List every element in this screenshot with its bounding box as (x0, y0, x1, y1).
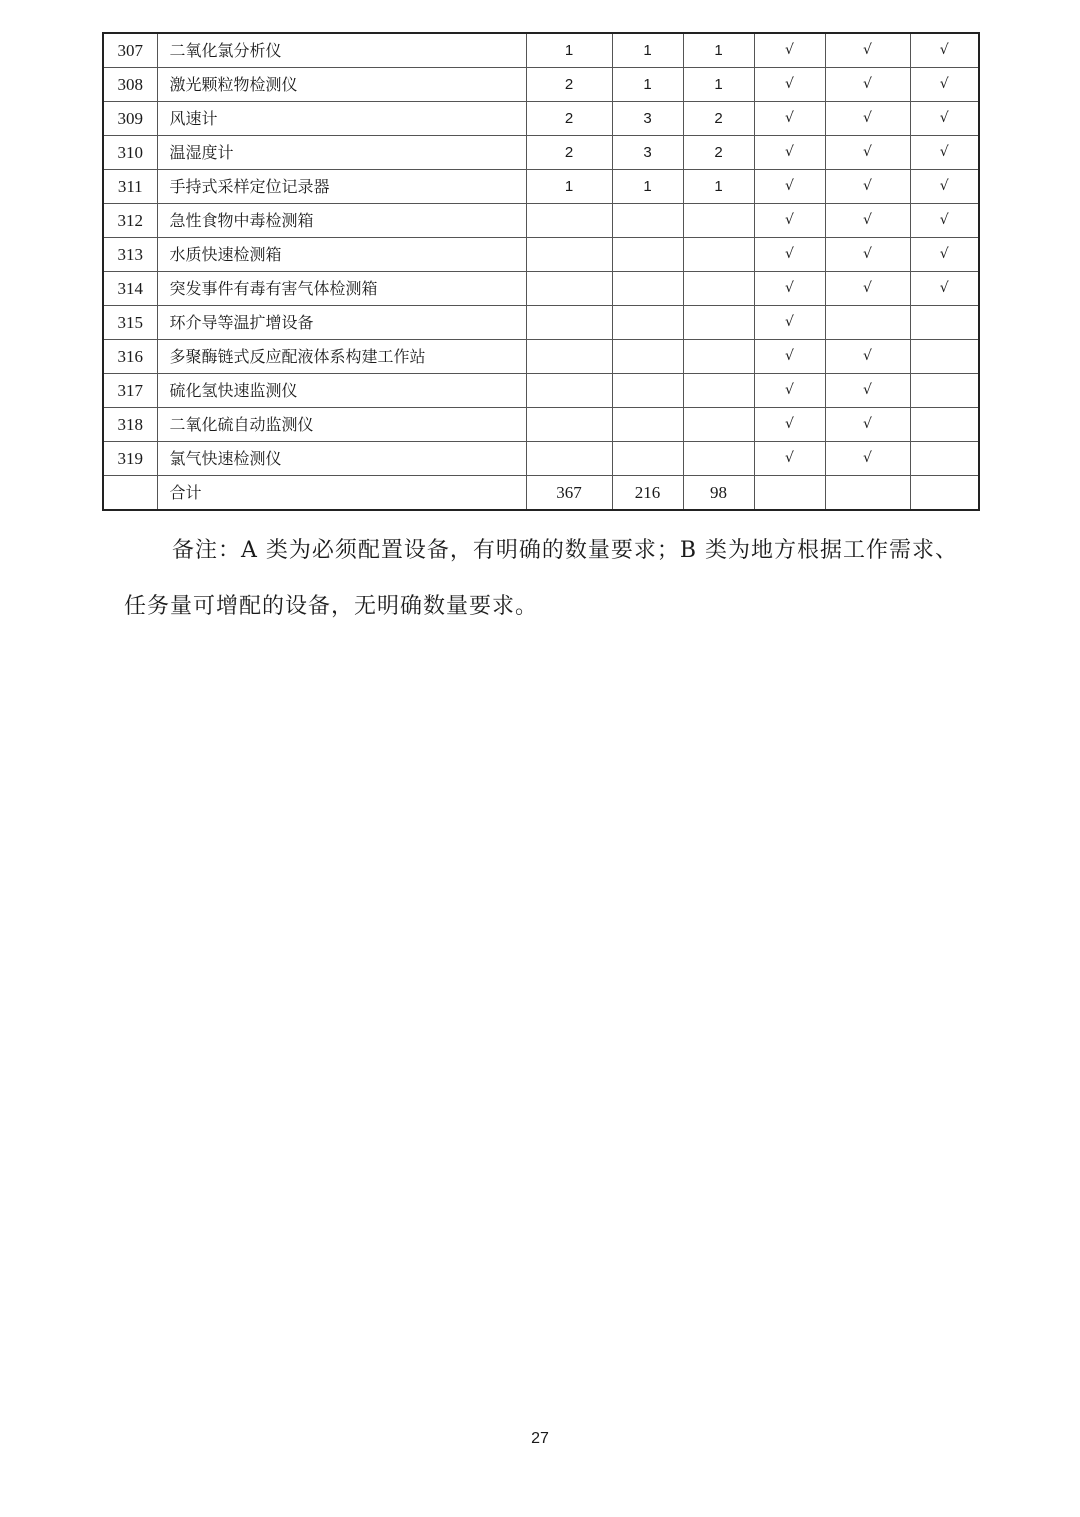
cell-number: 309 (103, 102, 157, 136)
cell-check-2: √ (825, 170, 910, 204)
cell-number: 312 (103, 204, 157, 238)
cell-quantity-3: 1 (683, 33, 754, 68)
cell-check-3 (910, 408, 979, 442)
cell-number (103, 476, 157, 511)
cell-check-2 (825, 306, 910, 340)
table-row (103, 306, 979, 340)
note-line-2: 任务量可增配的设备，无明确数量要求。 (124, 594, 539, 619)
cell-equipment-name: 突发事件有毒有害气体检测箱 (157, 272, 526, 306)
cell-equipment-name: 激光颗粒物检测仪 (157, 68, 526, 102)
cell-quantity-2: 3 (612, 136, 683, 170)
cell-quantity-1: 367 (526, 476, 612, 511)
table-row (103, 272, 979, 306)
cell-quantity-1 (526, 272, 612, 306)
table-row (103, 33, 979, 68)
cell-equipment-name: 硫化氢快速监测仪 (157, 374, 526, 408)
cell-check-1: √ (754, 102, 825, 136)
cell-quantity-3 (683, 238, 754, 272)
cell-number: 318 (103, 408, 157, 442)
cell-check-3 (910, 306, 979, 340)
cell-check-1: √ (754, 68, 825, 102)
cell-quantity-1 (526, 408, 612, 442)
cell-check-3: √ (910, 68, 979, 102)
cell-quantity-3: 1 (683, 68, 754, 102)
table-row (103, 170, 979, 204)
cell-number: 317 (103, 374, 157, 408)
cell-check-2: √ (825, 33, 910, 68)
cell-check-1: √ (754, 136, 825, 170)
cell-check-1: √ (754, 374, 825, 408)
cell-quantity-2: 1 (612, 68, 683, 102)
cell-check-2: √ (825, 68, 910, 102)
cell-check-3: √ (910, 272, 979, 306)
cell-check-2: √ (825, 272, 910, 306)
cell-equipment-name: 氯气快速检测仪 (157, 442, 526, 476)
table-row (103, 238, 979, 272)
cell-number: 310 (103, 136, 157, 170)
cell-quantity-2 (612, 272, 683, 306)
cell-equipment-name: 多聚酶链式反应配液体系构建工作站 (157, 340, 526, 374)
page-number: 27 (531, 1430, 549, 1447)
table-row (103, 102, 979, 136)
cell-number: 307 (103, 33, 157, 68)
cell-quantity-2 (612, 204, 683, 238)
cell-check-3 (910, 476, 979, 511)
cell-quantity-2 (612, 408, 683, 442)
cell-equipment-name: 合计 (157, 476, 526, 511)
cell-quantity-2: 3 (612, 102, 683, 136)
cell-check-2: √ (825, 238, 910, 272)
cell-check-2: √ (825, 442, 910, 476)
table-row (103, 374, 979, 408)
table-total-row (103, 476, 979, 511)
table-row (103, 408, 979, 442)
equipment-table (102, 32, 980, 511)
cell-check-1: √ (754, 170, 825, 204)
cell-check-3 (910, 442, 979, 476)
cell-check-1: √ (754, 204, 825, 238)
cell-quantity-1 (526, 442, 612, 476)
cell-quantity-1 (526, 204, 612, 238)
cell-quantity-3 (683, 374, 754, 408)
cell-check-1 (754, 476, 825, 511)
cell-check-2: √ (825, 340, 910, 374)
cell-quantity-1: 2 (526, 136, 612, 170)
table-row (103, 442, 979, 476)
cell-quantity-3 (683, 442, 754, 476)
cell-check-1: √ (754, 340, 825, 374)
cell-equipment-name: 手持式采样定位记录器 (157, 170, 526, 204)
cell-equipment-name: 急性食物中毒检测箱 (157, 204, 526, 238)
cell-check-2 (825, 476, 910, 511)
cell-check-3 (910, 374, 979, 408)
cell-quantity-3 (683, 408, 754, 442)
cell-check-3: √ (910, 102, 979, 136)
table-row (103, 204, 979, 238)
cell-equipment-name: 环介导等温扩增设备 (157, 306, 526, 340)
cell-check-3: √ (910, 33, 979, 68)
cell-check-1: √ (754, 272, 825, 306)
cell-quantity-2: 1 (612, 170, 683, 204)
cell-number: 319 (103, 442, 157, 476)
cell-quantity-2 (612, 238, 683, 272)
table-row (103, 68, 979, 102)
cell-quantity-2 (612, 442, 683, 476)
cell-number: 315 (103, 306, 157, 340)
cell-equipment-name: 温湿度计 (157, 136, 526, 170)
cell-check-2: √ (825, 374, 910, 408)
cell-quantity-3: 98 (683, 476, 754, 511)
cell-quantity-3: 2 (683, 136, 754, 170)
cell-quantity-2 (612, 306, 683, 340)
table-row (103, 340, 979, 374)
cell-number: 316 (103, 340, 157, 374)
cell-quantity-3: 2 (683, 102, 754, 136)
cell-check-2: √ (825, 136, 910, 170)
cell-quantity-2 (612, 374, 683, 408)
cell-quantity-1: 2 (526, 68, 612, 102)
note-line-1: 备注：A 类为必须配置设备，有明确的数量要求；B 类为地方根据工作需求、 (172, 538, 959, 563)
cell-check-3: √ (910, 170, 979, 204)
cell-number: 313 (103, 238, 157, 272)
cell-quantity-1 (526, 238, 612, 272)
cell-quantity-1 (526, 340, 612, 374)
cell-check-2: √ (825, 408, 910, 442)
cell-quantity-1: 1 (526, 33, 612, 68)
cell-equipment-name: 风速计 (157, 102, 526, 136)
cell-quantity-3 (683, 204, 754, 238)
cell-quantity-2: 216 (612, 476, 683, 511)
cell-number: 311 (103, 170, 157, 204)
cell-quantity-3 (683, 306, 754, 340)
cell-check-3 (910, 340, 979, 374)
cell-equipment-name: 水质快速检测箱 (157, 238, 526, 272)
cell-check-3: √ (910, 204, 979, 238)
cell-number: 308 (103, 68, 157, 102)
cell-check-1: √ (754, 442, 825, 476)
cell-quantity-2 (612, 340, 683, 374)
cell-check-3: √ (910, 238, 979, 272)
cell-check-2: √ (825, 102, 910, 136)
cell-quantity-1: 1 (526, 170, 612, 204)
cell-check-1: √ (754, 306, 825, 340)
cell-quantity-3 (683, 340, 754, 374)
cell-quantity-2: 1 (612, 33, 683, 68)
cell-check-1: √ (754, 238, 825, 272)
cell-quantity-1 (526, 374, 612, 408)
cell-check-2: √ (825, 204, 910, 238)
table-body (103, 33, 979, 510)
cell-equipment-name: 二氧化氯分析仪 (157, 33, 526, 68)
cell-check-3: √ (910, 136, 979, 170)
table-row (103, 136, 979, 170)
cell-quantity-3: 1 (683, 170, 754, 204)
cell-quantity-3 (683, 272, 754, 306)
cell-check-1: √ (754, 408, 825, 442)
cell-quantity-1: 2 (526, 102, 612, 136)
cell-quantity-1 (526, 306, 612, 340)
cell-equipment-name: 二氧化硫自动监测仪 (157, 408, 526, 442)
cell-number: 314 (103, 272, 157, 306)
cell-check-1: √ (754, 33, 825, 68)
